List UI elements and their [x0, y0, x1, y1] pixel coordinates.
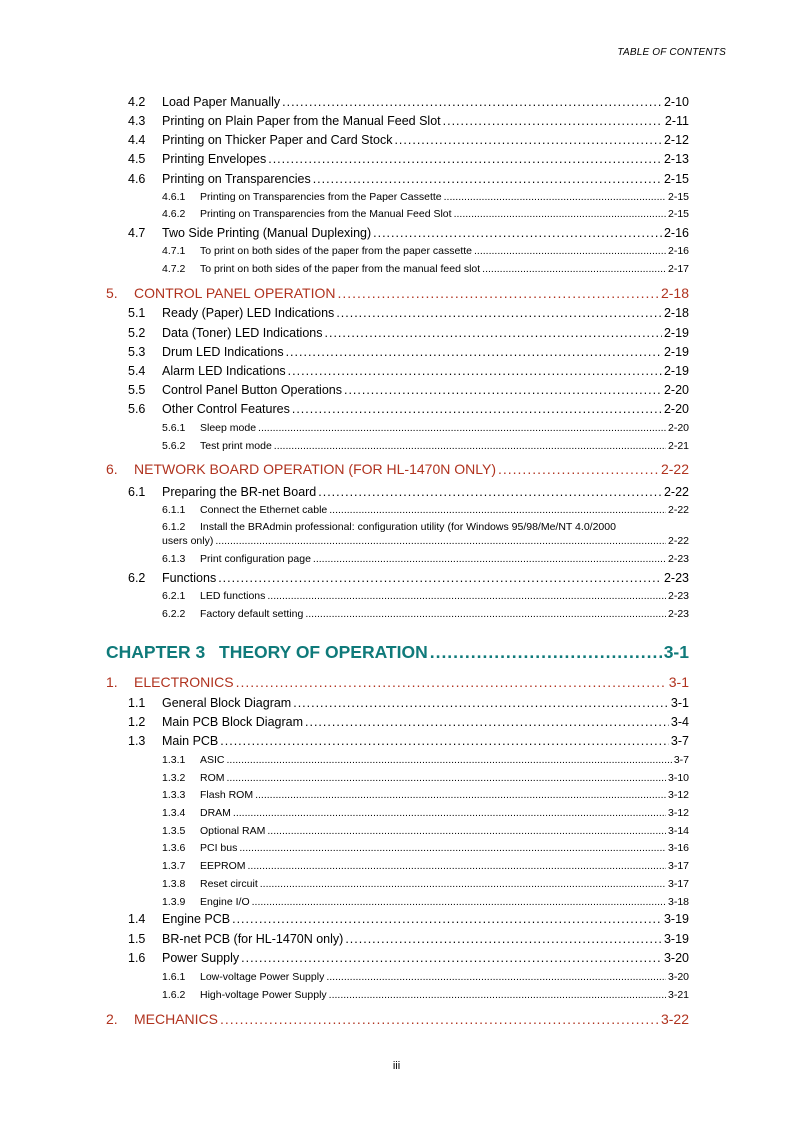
- toc-page: 2-20: [663, 402, 689, 416]
- toc-page: 2-11: [664, 114, 689, 128]
- toc-title: Functions: [162, 571, 217, 585]
- toc-entry[interactable]: [128, 306, 689, 320]
- toc-title-continuation: users only): [162, 535, 214, 547]
- toc-page: 3-17: [667, 878, 689, 890]
- toc-title: LED functions: [200, 590, 266, 602]
- toc-entry[interactable]: [128, 133, 689, 147]
- toc-number: 1.6.1: [162, 971, 186, 983]
- toc-chapter-title: THEORY OF OPERATION: [219, 642, 428, 662]
- toc-entry[interactable]: [162, 789, 689, 801]
- toc-page: 2-21: [667, 440, 689, 452]
- toc-title: BR-net PCB (for HL-1470N only): [162, 932, 344, 946]
- toc-page: 2-12: [663, 133, 689, 147]
- toc-page: 3-18: [667, 896, 689, 908]
- toc-page: 2-15: [667, 191, 689, 203]
- toc-title: Sleep mode: [200, 422, 257, 434]
- toc-leader: [248, 860, 666, 872]
- toc-title: To print on both sides of the paper from the manual feed slot: [200, 263, 481, 275]
- toc-number: 4.3: [128, 114, 146, 128]
- toc-number: 6.1: [128, 485, 146, 499]
- toc-page: 3-19: [663, 912, 689, 926]
- toc-entry[interactable]: [162, 878, 689, 890]
- toc-title: Main PCB Block Diagram: [162, 715, 304, 729]
- toc-page: 3-17: [667, 860, 689, 872]
- toc-leader: [305, 715, 669, 729]
- toc-page: 2-22: [660, 461, 689, 477]
- toc-number: 1.3.2: [162, 772, 186, 784]
- toc-leader: [220, 1011, 659, 1027]
- toc-page: 3-7: [673, 754, 689, 766]
- toc-leader: [444, 191, 666, 203]
- toc-number: 5.4: [128, 364, 146, 378]
- toc-number: 1.6: [128, 951, 146, 965]
- toc-page: 3-7: [670, 734, 689, 748]
- toc-title: ELECTRONICS: [134, 674, 234, 690]
- toc-number: 1.4: [128, 912, 146, 926]
- toc-number: 5.6: [128, 402, 146, 416]
- toc-leader: [215, 535, 666, 547]
- toc-page: 3-4: [670, 715, 689, 729]
- toc-page: 3-12: [667, 789, 689, 801]
- toc-chapter-number: CHAPTER 3: [106, 642, 206, 662]
- toc-number: 4.5: [128, 152, 146, 166]
- toc-entry[interactable]: [162, 860, 689, 872]
- toc-entry[interactable]: [162, 807, 689, 819]
- toc-title: Connect the Ethernet cable: [200, 504, 328, 516]
- toc-number: 1.3.8: [162, 878, 186, 890]
- toc-entry[interactable]: [128, 383, 689, 397]
- toc-leader: [326, 971, 666, 983]
- toc-entry[interactable]: [162, 245, 689, 257]
- toc-entry[interactable]: [128, 932, 689, 946]
- toc-leader: [227, 772, 666, 784]
- toc-entry[interactable]: [162, 504, 689, 516]
- toc-page: 2-22: [663, 485, 689, 499]
- toc-entry[interactable]: [128, 114, 689, 128]
- toc-entry[interactable]: [162, 989, 689, 1001]
- toc-number: 1.3.1: [162, 754, 186, 766]
- toc-number: 4.4: [128, 133, 146, 147]
- toc-entry[interactable]: [162, 208, 689, 220]
- toc-leader: [286, 345, 662, 359]
- toc-number: 1.: [106, 674, 118, 690]
- toc-title: Drum LED Indications: [162, 345, 284, 359]
- toc-number: 1.3.9: [162, 896, 186, 908]
- toc-entry[interactable]: [128, 912, 689, 926]
- toc-entry[interactable]: [128, 226, 689, 240]
- toc-page: 3-16: [667, 842, 689, 854]
- toc-number: 1.3.4: [162, 807, 186, 819]
- toc-entry[interactable]: [162, 440, 689, 452]
- toc-page: 3-1: [663, 642, 689, 662]
- toc-title: CONTROL PANEL OPERATION: [134, 285, 336, 301]
- toc-title: Printing on Transparencies from the Manual Feed Slot: [200, 208, 452, 220]
- toc-number: 1.3.6: [162, 842, 186, 854]
- toc-leader: [260, 878, 666, 890]
- toc-leader: [443, 114, 663, 128]
- toc-number: 4.7.1: [162, 245, 186, 257]
- toc-leader: [336, 306, 662, 320]
- toc-page: 2-23: [667, 553, 689, 565]
- toc-title: Factory default setting: [200, 608, 304, 620]
- toc-number: 1.5: [128, 932, 146, 946]
- toc-number: 6.1.1: [162, 504, 186, 516]
- toc-entry[interactable]: [162, 971, 689, 983]
- toc-section[interactable]: [106, 285, 689, 301]
- toc-entry[interactable]: [128, 172, 689, 186]
- toc-entry[interactable]: [162, 754, 689, 766]
- toc-leader: [282, 95, 662, 109]
- toc-entry[interactable]: [128, 485, 689, 499]
- toc-page: 3-20: [667, 971, 689, 983]
- toc-title: Flash ROM: [200, 789, 254, 801]
- toc-title: Printing on Transparencies from the Paper Cassette: [200, 191, 442, 203]
- toc-entry[interactable]: [162, 772, 689, 784]
- toc-title: Main PCB: [162, 734, 219, 748]
- toc-title: Control Panel Button Operations: [162, 383, 342, 397]
- toc-page: 2-20: [667, 422, 689, 434]
- toc-title: Low-voltage Power Supply: [200, 971, 325, 983]
- toc-number: 5.3: [128, 345, 146, 359]
- toc-title: NETWORK BOARD OPERATION (FOR HL-1470N ONLY): [134, 461, 496, 477]
- toc-title: Two Side Printing (Manual Duplexing): [162, 226, 372, 240]
- toc-number: 4.2: [128, 95, 146, 109]
- toc-title: High-voltage Power Supply: [200, 989, 327, 1001]
- toc-leader: [394, 133, 662, 147]
- toc-page: 3-22: [660, 1011, 689, 1027]
- toc-leader: [325, 326, 662, 340]
- toc-page: 2-23: [663, 571, 689, 585]
- toc-number: 5.6.2: [162, 440, 186, 452]
- toc-entry[interactable]: [128, 152, 689, 166]
- toc-page: 3-20: [663, 951, 689, 965]
- toc-page: 2-23: [667, 590, 689, 602]
- toc-number: 6.: [106, 461, 118, 477]
- toc-number: 1.2: [128, 715, 146, 729]
- toc-number: 1.3.3: [162, 789, 186, 801]
- toc-leader: [258, 422, 666, 434]
- toc-title: Engine I/O: [200, 896, 250, 908]
- toc-entry[interactable]: [128, 326, 689, 340]
- toc-title: EEPROM: [200, 860, 246, 872]
- toc-leader: [232, 912, 662, 926]
- toc-entry[interactable]: [128, 715, 689, 729]
- toc-entry[interactable]: [128, 402, 689, 416]
- toc-leader: [313, 172, 662, 186]
- toc-number: 1.1: [128, 696, 146, 710]
- toc-entry[interactable]: [128, 696, 689, 710]
- toc-title: Install the BRAdmin professional: configuration utility (for Windows 95/98/Me/NT 4.0/2000: [200, 521, 616, 533]
- toc-leader: [288, 364, 662, 378]
- toc-title: Alarm LED Indications: [162, 364, 286, 378]
- toc-title: ASIC: [200, 754, 225, 766]
- toc-page: 2-15: [663, 172, 689, 186]
- toc-page: 3-21: [667, 989, 689, 1001]
- toc-page: 3-19: [663, 932, 689, 946]
- toc-leader: [255, 789, 666, 801]
- toc-page: 2-18: [663, 306, 689, 320]
- toc-page: 2-15: [667, 208, 689, 220]
- toc-page: 3-14: [667, 825, 689, 837]
- toc-leader: [345, 932, 662, 946]
- toc-leader: [227, 754, 672, 766]
- toc-section[interactable]: [106, 461, 689, 477]
- toc-title: Printing on Transparencies: [162, 172, 311, 186]
- toc-leader: [267, 825, 666, 837]
- toc-title: Engine PCB: [162, 912, 231, 926]
- toc-title: Printing on Thicker Paper and Card Stock: [162, 133, 393, 147]
- toc-leader: [274, 440, 666, 452]
- toc-number: 6.2.2: [162, 608, 186, 620]
- toc-title: PCI bus: [200, 842, 238, 854]
- toc-title: Data (Toner) LED Indications: [162, 326, 323, 340]
- toc-page: 2-19: [663, 326, 689, 340]
- toc-title: Power Supply: [162, 951, 240, 965]
- toc-entry[interactable]: [162, 191, 689, 203]
- toc-page: 2-23: [667, 608, 689, 620]
- toc-number: 6.2.1: [162, 590, 186, 602]
- toc-leader: [454, 208, 666, 220]
- toc-number: 4.7.2: [162, 263, 186, 275]
- toc-number: 6.1.2: [162, 521, 186, 533]
- toc-entry[interactable]: [162, 263, 689, 275]
- toc-page: 2-22: [667, 504, 689, 516]
- toc-number: 1.3: [128, 734, 146, 748]
- toc-leader: [233, 807, 666, 819]
- toc-title: MECHANICS: [134, 1011, 219, 1027]
- toc-leader: [318, 485, 662, 499]
- toc-leader: [239, 842, 666, 854]
- toc-leader: [268, 152, 662, 166]
- toc-title: Load Paper Manually: [162, 95, 281, 109]
- toc-leader: [305, 608, 666, 620]
- toc-number: 5.6.1: [162, 422, 186, 434]
- toc-entry[interactable]: [128, 95, 689, 109]
- toc-leader: [241, 951, 662, 965]
- toc-page: 3-1: [668, 674, 689, 690]
- toc-page: 2-17: [667, 263, 689, 275]
- toc-page: 2-20: [663, 383, 689, 397]
- toc-title: Ready (Paper) LED Indications: [162, 306, 335, 320]
- toc-number: 4.6: [128, 172, 146, 186]
- toc-leader: [218, 571, 662, 585]
- toc-leader: [329, 504, 666, 516]
- toc-page: 3-10: [667, 772, 689, 784]
- toc-leader: [313, 553, 666, 565]
- toc-number: 5.1: [128, 306, 146, 320]
- toc-title: Preparing the BR-net Board: [162, 485, 317, 499]
- toc-leader: [337, 285, 658, 301]
- toc-entry[interactable]: [162, 896, 689, 908]
- toc-number: 5.2: [128, 326, 146, 340]
- toc-number: 6.2: [128, 571, 146, 585]
- toc-page: 2-10: [663, 95, 689, 109]
- toc-entry[interactable]: [128, 951, 689, 965]
- toc-leader: [236, 674, 667, 690]
- toc-leader: [344, 383, 662, 397]
- running-header: TABLE OF CONTENTS: [617, 47, 726, 58]
- toc-leader: [474, 245, 666, 257]
- toc-number: 4.6.1: [162, 191, 186, 203]
- toc-leader: [293, 696, 669, 710]
- toc-section[interactable]: [106, 1011, 689, 1027]
- toc-title: Printing on Plain Paper from the Manual Feed Slot: [162, 114, 441, 128]
- toc-title: Print configuration page: [200, 553, 311, 565]
- toc-entry[interactable]: [162, 422, 689, 434]
- toc-number: 5.: [106, 285, 118, 301]
- toc-leader: [373, 226, 662, 240]
- toc-title: DRAM: [200, 807, 231, 819]
- toc-leader: [329, 989, 666, 1001]
- toc-page: 2-16: [667, 245, 689, 257]
- toc-title: ROM: [200, 772, 225, 784]
- toc-number: 4.6.2: [162, 208, 186, 220]
- toc-title: Printing Envelopes: [162, 152, 267, 166]
- toc-page: 2-18: [660, 285, 689, 301]
- toc-page: 3-12: [667, 807, 689, 819]
- toc-number: 5.5: [128, 383, 146, 397]
- page-number: iii: [392, 1060, 401, 1072]
- toc-entry[interactable]: [162, 590, 689, 602]
- toc-title: Test print mode: [200, 440, 272, 452]
- toc-page: 2-13: [663, 152, 689, 166]
- toc-number: 1.3.5: [162, 825, 186, 837]
- toc-number: 1.3.7: [162, 860, 186, 872]
- toc-page: 2-19: [663, 345, 689, 359]
- toc-page: 3-1: [670, 696, 689, 710]
- toc-entry[interactable]: [162, 842, 689, 854]
- toc-entry[interactable]: [162, 535, 689, 547]
- toc-title: Other Control Features: [162, 402, 290, 416]
- toc-number: 4.7: [128, 226, 146, 240]
- toc-entry[interactable]: [162, 553, 689, 565]
- toc-entry[interactable]: [128, 364, 689, 378]
- toc-number: 6.1.3: [162, 553, 186, 565]
- toc-section[interactable]: [106, 674, 689, 690]
- toc-leader: [430, 642, 662, 663]
- toc-leader: [252, 896, 666, 908]
- toc-entry[interactable]: [162, 825, 689, 837]
- toc-page: 2-16: [663, 226, 689, 240]
- toc-leader: [220, 734, 669, 748]
- toc-page: 2-19: [663, 364, 689, 378]
- toc-entry[interactable]: [128, 734, 689, 748]
- toc-title: Optional RAM: [200, 825, 266, 837]
- toc-entry[interactable]: [128, 345, 689, 359]
- toc-leader: [267, 590, 666, 602]
- toc-number: 2.: [106, 1011, 118, 1027]
- toc-title: General Block Diagram: [162, 696, 292, 710]
- toc-chapter[interactable]: [106, 642, 689, 663]
- toc-leader: [482, 263, 666, 275]
- toc-page: 2-22: [667, 535, 689, 547]
- toc-entry-title-line1[interactable]: [162, 521, 689, 533]
- toc-entry[interactable]: [162, 608, 689, 620]
- toc-title: To print on both sides of the paper from the paper cassette: [200, 245, 472, 257]
- toc-leader: [498, 461, 659, 477]
- toc-entry[interactable]: [128, 571, 689, 585]
- toc-number: 1.6.2: [162, 989, 186, 1001]
- toc-title: Reset circuit: [200, 878, 258, 890]
- toc-leader: [292, 402, 662, 416]
